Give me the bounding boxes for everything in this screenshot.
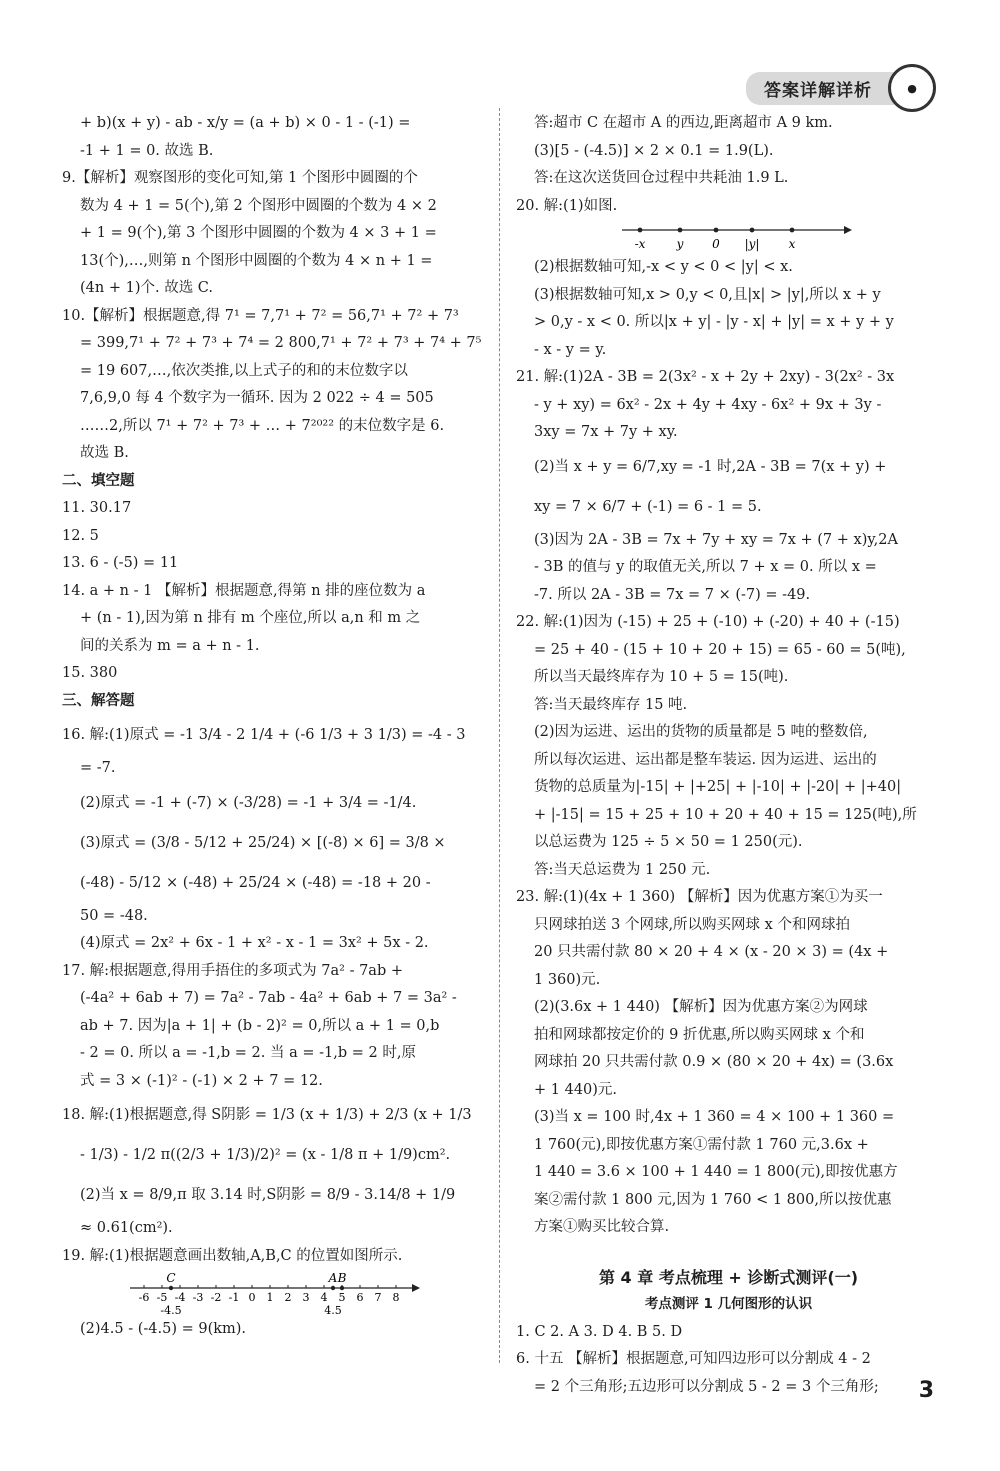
text-line: + 1 = 9(个),第 3 个图形中圆圈的个数为 4 × 3 + 1 = <box>80 225 437 241</box>
text-line: 12. 5 <box>62 527 99 544</box>
text-line: 所以每次运进、运出都是整车装运. 因为运进、运出的 <box>534 751 877 768</box>
text-line: + b)(x + y) - ab - x/y = (a + b) × 0 - 1 - (-1) = <box>80 115 411 131</box>
text-line: (2)根据数轴可知,-x < y < 0 < |y| < x. <box>534 259 793 275</box>
text-line: 50 = -48. <box>80 907 148 924</box>
right-column <box>516 110 941 1401</box>
text-line: > 0,y - x < 0. 所以|x + y| - |y - x| + |y| = x + y + y <box>534 314 894 330</box>
text-line: - y + xy) = 6x² - 2x + 4y + 4xy - 6x² + 9x + 3y - <box>534 396 882 413</box>
text-line: (3)根据数轴可知,x > 0,y < 0,且|x| > |y|,所以 x + y <box>534 286 881 303</box>
text-line: 15. 380 <box>62 665 118 681</box>
text-line: 18. 解:(1)根据题意,得 S阴影 = 1/3 (x + 1/3) + 2/3 (x + 1/3 <box>62 1107 472 1123</box>
text-line: 7,6,9,0 每 4 个数字为一循环. 因为 2 022 ÷ 4 = 505 <box>80 390 434 406</box>
text-line: 19. 解:(1)根据题意画出数轴,A,B,C 的位置如图所示. <box>62 1247 403 1264</box>
text-line: 数为 4 + 1 = 5(个),第 2 个图形中圆圈的个数为 4 × 2 <box>80 197 437 214</box>
text-line: 以总运费为 125 ÷ 5 × 50 = 1 250(元). <box>534 834 803 850</box>
text-line: 20 只共需付款 80 × 20 + 4 × (x - 20 × 3) = (4x + <box>534 944 889 960</box>
page-header <box>746 64 936 112</box>
text-line: 16. 解:(1)原式 = -1 3/4 - 2 1/4 + (-6 1/3 + 3 1/3) = -4 - 3 <box>62 727 466 743</box>
text-line: 答:当天总运费为 1 250 元. <box>534 861 711 878</box>
text-line: (3)原式 = (3/8 - 5/12 + 25/24) × [(-8) × 6] = 3/8 × <box>80 834 446 851</box>
text-line: = 19 607,…,依次类推,以上式子的和的末位数字以 <box>80 362 408 379</box>
point-marker <box>714 228 719 233</box>
text-line: (3)当 x = 100 时,4x + 1 360 = 4 × 100 + 1 360 = <box>534 1109 895 1125</box>
text-line: (3)[5 - (-4.5)] × 2 × 0.1 = 1.9(L). <box>534 142 774 159</box>
text-line: 货物的总质量为|-15| + |+25| + |-10| + |-20| + |+40| <box>534 779 902 795</box>
text-line: (2)当 x = 8/9,π 取 3.14 时,S阴影 = 8/9 - 3.14/8 + 1/9 <box>80 1187 456 1203</box>
below-label: -4.5 <box>160 1304 182 1316</box>
text-line: 拍和网球都按定价的 9 折优惠,所以购买网球 x 个和 <box>534 1026 865 1043</box>
text-line: 1 360)元. <box>534 971 601 988</box>
text-line: = 2 个三角形;五边形可以分割成 5 - 2 = 3 个三角形; <box>534 1378 879 1395</box>
point-marker <box>169 1286 173 1290</box>
text-line: 14. a + n - 1 【解析】根据题意,得第 n 排的座位数为 a <box>62 582 426 599</box>
text-line: -7. 所以 2A - 3B = 7x = 7 × (-7) = -49. <box>534 586 811 603</box>
tick-label: 4 <box>320 1291 328 1304</box>
text-line: 1 760(元),即按优惠方案①需付款 1 760 元,3.6x + <box>534 1136 869 1153</box>
left-column <box>62 110 484 1344</box>
text-line: - x - y = y. <box>534 341 607 358</box>
point-marker <box>750 228 755 233</box>
text-line: 22. 解:(1)因为 (-15) + 25 + (-10) + (-20) + 40 + (-15) <box>516 614 900 630</box>
tick-label: 5 <box>338 1291 346 1304</box>
text-line: (2)4.5 - (-4.5) = 9(km). <box>80 1321 247 1337</box>
text-line: ……2,所以 7¹ + 7² + 7³ + … + 7²⁰²² 的末位数字是 6. <box>80 417 445 434</box>
text-line: = -7. <box>80 760 116 776</box>
text-line: (2)当 x + y = 6/7,xy = -1 时,2A - 3B = 7(x + y) + <box>534 458 887 475</box>
tick-label: 6 <box>356 1291 364 1304</box>
text-line: (-48) - 5/12 × (-48) + 25/24 × (-48) = -18 + 20 - <box>80 874 431 891</box>
text-line: ≈ 0.61(cm²). <box>80 1220 173 1236</box>
tick-label: -4 <box>174 1291 186 1304</box>
point-label: 0 <box>712 237 720 251</box>
point-marker <box>340 1286 344 1290</box>
tick-label: 1 <box>266 1291 274 1304</box>
text-line: 9.【解析】观察图形的变化可知,第 1 个图形中圆圈的个 <box>62 170 418 186</box>
text-line: 21. 解:(1)2A - 3B = 2(3x² - x + 2y + 2xy) - 3(2x² - 3x <box>516 369 895 385</box>
text-line: 故选 B. <box>80 445 129 461</box>
text-line: 式 = 3 × (-1)² - (-1) × 2 + 7 = 12. <box>80 1072 323 1089</box>
text-line: (-4a² + 6ab + 7) = 7a² - 7ab - 4a² + 6ab + 7 = 3a² - <box>80 990 457 1006</box>
text-line: 10.【解析】根据题意,得 7¹ = 7,7¹ + 7² = 56,7¹ + 7² + 7³ <box>62 307 459 324</box>
text-line: 13. 6 - (-5) = 11 <box>62 555 179 571</box>
point-label: C <box>166 1271 176 1285</box>
text-line: (2)(3.6x + 1 440) 【解析】因为优惠方案②为网球 <box>534 999 868 1015</box>
tick-label: 8 <box>392 1291 400 1304</box>
text-line: xy = 7 × 6/7 + (-1) = 6 - 1 = 5. <box>534 498 762 515</box>
text-line: 17. 解:根据题意,得用手捂住的多项式为 7a² - 7ab + <box>62 962 403 979</box>
text-line: 23. 解:(1)(4x + 1 360) 【解析】因为优惠方案①为买一 <box>516 889 883 905</box>
text-line: + 1 440)元. <box>534 1081 618 1098</box>
text-line: 答:当天最终库存 15 吨. <box>534 696 688 713</box>
text-line: 方案①购买比较合算. <box>534 1219 670 1235</box>
chapter-title: 第 4 章 考点梳理 + 诊断式测评(一) <box>598 1267 859 1287</box>
point-marker <box>678 228 683 233</box>
text-line: 13(个),…,则第 n 个图形中圆圈的个数为 4 × n + 1 = <box>80 252 433 269</box>
header-title: 答案详解详析 <box>746 72 894 105</box>
tick-label: -3 <box>192 1291 204 1304</box>
tick-label: 3 <box>302 1291 310 1304</box>
text-line: - 3B 的值与 y 的取值无关,所以 7 + x = 0. 所以 x = <box>534 559 877 575</box>
point-label: A <box>328 1271 338 1285</box>
tick-label: 0 <box>248 1291 256 1304</box>
tick-label: 2 <box>284 1291 292 1304</box>
number-line-19 <box>122 1270 484 1316</box>
tick-label: -1 <box>228 1291 240 1304</box>
tick-label: 7 <box>374 1291 382 1304</box>
text-line: 3xy = 7x + 7y + xy. <box>534 424 678 440</box>
chapter-subtitle: 考点测评 1 几何图形的认识 <box>644 1296 813 1312</box>
text-line: 11. 30.17 <box>62 500 132 516</box>
text-line: + (n - 1),因为第 n 排有 m 个座位,所以 a,n 和 m 之 <box>80 610 421 626</box>
text-line: ab + 7. 因为|a + 1| + (b - 2)² = 0,所以 a + 1 = 0,b <box>80 1017 440 1034</box>
tick-label: -6 <box>138 1291 150 1304</box>
tick-label: -2 <box>210 1291 222 1304</box>
text-line: 6. 十五 【解析】根据题意,可知四边形可以分割成 4 - 2 <box>516 1351 871 1367</box>
text-line: 所以当天最终库存为 10 + 5 = 15(吨). <box>534 669 789 685</box>
text-line: (3)因为 2A - 3B = 7x + 7y + xy = 7x + (7 + x)y,2A <box>534 531 898 548</box>
text-line: = 25 + 40 - (15 + 10 + 20 + 15) = 65 - 60 = 5(吨), <box>534 641 906 658</box>
text-line: 20. 解:(1)如图. <box>516 197 618 214</box>
column-divider <box>499 108 500 1363</box>
point-label: B <box>337 1271 347 1285</box>
point-label: x <box>788 237 796 251</box>
text-line: -1 + 1 = 0. 故选 B. <box>80 142 214 159</box>
section-heading: 二、填空题 <box>62 472 135 489</box>
point-marker <box>331 1286 335 1290</box>
point-label: y <box>676 237 684 251</box>
below-label: 4.5 <box>324 1304 342 1316</box>
point-marker <box>638 228 643 233</box>
number-line-20 <box>616 220 941 254</box>
text-line: - 2 = 0. 所以 a = -1,b = 2. 当 a = -1,b = 2 时,原 <box>80 1045 416 1061</box>
point-label: -x <box>634 237 646 251</box>
brand-logo-icon: ● <box>888 64 936 112</box>
text-line: 1. C 2. A 3. D 4. B 5. D <box>516 1323 683 1340</box>
text-line: (4n + 1)个. 故选 C. <box>80 280 213 296</box>
text-line: (2)原式 = -1 + (-7) × (-3/28) = -1 + 3/4 = -1/4. <box>80 794 417 811</box>
text-line: 答:超市 C 在超市 A 的西边,距离超市 A 9 km. <box>534 115 833 131</box>
text-line: 案②需付款 1 800 元,因为 1 760 < 1 800,所以按优惠 <box>534 1191 892 1208</box>
text-line: 答:在这次送货回仓过程中共耗油 1.9 L. <box>534 170 789 186</box>
text-line: (4)原式 = 2x² + 6x - 1 + x² - x - 1 = 3x² + 5x - 2. <box>80 935 429 951</box>
text-line: 只网球拍送 3 个网球,所以购买网球 x 个和网球拍 <box>534 916 850 933</box>
tick-label: -5 <box>156 1291 168 1304</box>
text-line: 间的关系为 m = a + n - 1. <box>80 637 260 654</box>
text-line: + |-15| = 15 + 25 + 10 + 20 + 40 + 15 = 125(吨),所 <box>534 806 917 823</box>
point-marker <box>790 228 795 233</box>
page-number: 3 <box>918 1378 934 1403</box>
text-line: 网球拍 20 只共需付款 0.9 × (80 × 20 + 4x) = (3.6x <box>534 1054 894 1070</box>
text-line: - 1/3) - 1/2 π((2/3 + 1/3)/2)² = (x - 1/8 π + 1/9)cm². <box>80 1147 451 1163</box>
text-line: 1 440 = 3.6 × 100 + 1 440 = 1 800(元),即按优惠方 <box>534 1164 898 1180</box>
point-label: |y| <box>744 237 760 251</box>
text-line: = 399,7¹ + 7² + 7³ + 7⁴ = 2 800,7¹ + 7² + 7³ + 7⁴ + 7⁵ <box>80 335 482 351</box>
text-line: (2)因为运进、运出的货物的质量都是 5 吨的整数倍, <box>534 724 868 740</box>
section-heading: 三、解答题 <box>62 692 135 709</box>
